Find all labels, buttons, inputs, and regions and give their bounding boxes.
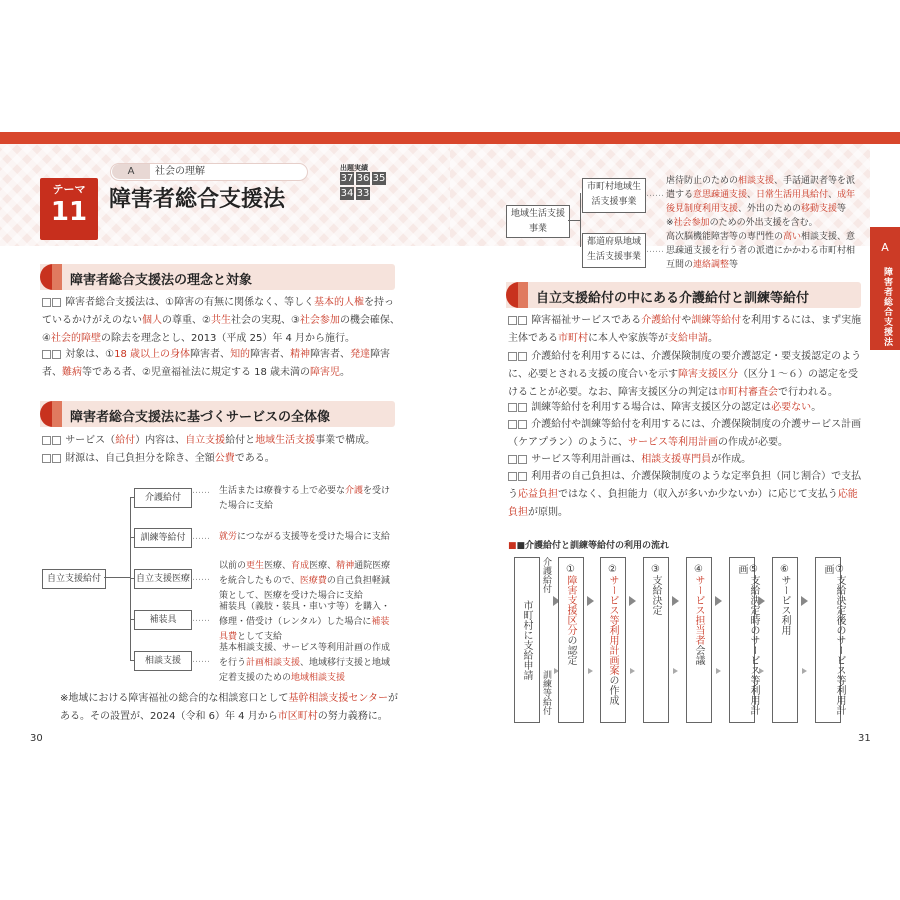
- section2-p1: サービス（給付）内容は、自立支援給付と地域生活支援事業で構成。: [42, 432, 400, 450]
- section2-p2: 財源は、自己負担分を除き、全額公費である。: [42, 450, 400, 468]
- connector: [104, 577, 130, 578]
- section1-p2: 対象は、①18 歳以上の身体障害者、知的障害者、精神障害者、発達障害者、難病等である者、②児童福祉法に規定する 18 歳未満の障害児。: [42, 349, 391, 378]
- freq-badge: 36: [356, 173, 370, 184]
- checkbox-icon[interactable]: [42, 350, 51, 359]
- flow-step: ④サービス担当者会議: [686, 557, 712, 723]
- checkbox-icon[interactable]: [42, 298, 51, 307]
- diagram-node: 市町村地域生活支援事業: [582, 178, 646, 213]
- theme-label: テーマ: [52, 183, 86, 196]
- connector: [580, 193, 581, 247]
- diagram-desc: 虐待防止のための相談支援、手話通訳者等を派遣する意思疎通支援、日常生活用具給付、成年後見制度利用支援、外出のための移動支援等 ※社会参加のための外出支援を含む。: [666, 176, 856, 228]
- freq-label: 出題実績: [340, 164, 368, 172]
- arrow-icon: [629, 596, 636, 606]
- section3-item: 障害福祉サービスである介護給付や訓練等給付を利用するには、まず実施主体である市町村に本人や家族等が支給申請。: [508, 315, 862, 344]
- section-heading: [40, 401, 395, 427]
- note: ※地域における障害福祉の総合的な相談窓口として基幹相談支援センターがある。その設置が、2024（令和 6）年 4 月から市区町村の努力義務に。: [60, 693, 398, 722]
- section3-item: 訓練等給付を利用する場合は、障害支援区分の認定は必要ない。: [508, 399, 864, 417]
- arrow-icon: [672, 596, 679, 606]
- diagram-node: 訓練等給付: [134, 528, 192, 548]
- freq-badge: 35: [372, 173, 386, 184]
- theme-number: 11: [50, 197, 88, 227]
- freq-badge: 34: [340, 188, 354, 199]
- connector: [130, 497, 131, 661]
- checkbox-icon[interactable]: [518, 352, 527, 361]
- page-number: 31: [858, 733, 871, 744]
- checkbox-icon[interactable]: [52, 350, 61, 359]
- arrow-icon: [630, 668, 635, 674]
- checkbox-icon[interactable]: [518, 316, 527, 325]
- flow-start: 市町村に支給申請: [514, 557, 540, 723]
- arrow-icon: [715, 596, 722, 606]
- diagram-desc: 就労につながる支援等を受けた場合に支給: [219, 532, 390, 542]
- checkbox-icon[interactable]: [518, 455, 527, 464]
- flow-branch-top: 介護給付: [541, 557, 551, 593]
- diagram-desc: 高次脳機能障害等の専門性の高い相談支援、意思疎通支援を行う者の派遣にかかわる市町村相互間の連絡調整等: [666, 232, 856, 270]
- section-heading-text: 障害者総合支援法の理念と対象: [70, 273, 253, 288]
- diagram-node: 相談支援: [134, 651, 192, 671]
- checkbox-icon[interactable]: [52, 454, 61, 463]
- checkbox-icon[interactable]: [508, 420, 517, 429]
- diagram-root: 自立支援給付: [42, 569, 106, 589]
- section1-p1: 障害者総合支援法は、①障害の有無に関係なく、等しく基本的人権を持っているかけがえのない個人の尊重、②共生社会の実現、③社会参加の機会確保、④社会的障壁の除去を理念とし、2013（平成 25）年 4 月から施行。: [42, 297, 400, 344]
- arrow-icon: [801, 596, 808, 606]
- checkbox-icon[interactable]: [52, 298, 61, 307]
- diagram-node: 都道府県地域生活支援事業: [582, 233, 646, 268]
- arrow-icon: [588, 668, 593, 674]
- checkbox-icon[interactable]: [508, 472, 517, 481]
- arrow-icon: [759, 668, 764, 674]
- section3-item: 介護給付を利用するには、介護保険制度の要介護認定・要支援認定のように、必要とされる支援の度合いを示す障害支援区分（区分１～６）の認定を受けることが必要。なお、障害支援区分の判定は市町村審査会で行われる。: [508, 351, 862, 398]
- arrow-icon: [716, 668, 721, 674]
- connector: [568, 220, 580, 221]
- arrow-icon: [587, 596, 594, 606]
- section-heading: [40, 264, 395, 290]
- side-tab[interactable]: [870, 227, 900, 350]
- page-number: 30: [30, 733, 43, 744]
- diagram-node: 介護給付: [134, 488, 192, 508]
- checkbox-icon[interactable]: [508, 316, 517, 325]
- checkbox-icon[interactable]: [508, 455, 517, 464]
- section3-item: 介護給付や訓練等給付を利用するには、介護保険制度の介護サービス計画（ケアプラン）のように、サービス等利用計画の作成が必要。: [508, 419, 862, 448]
- diagram-desc: 生活または療養する上で必要な介護を受けた場合に支給: [219, 486, 391, 511]
- checkbox-icon[interactable]: [42, 454, 51, 463]
- checkbox-icon[interactable]: [42, 436, 51, 445]
- arrow-icon: [758, 596, 765, 606]
- checkbox-icon[interactable]: [518, 420, 527, 429]
- section3-item: 利用者の自己負担は、介護保険制度のような定率負担（同じ割合）で支払う応益負担ではなく、負担能力（収入が多いか少ないか）に応じて支払う応能負担が原則。: [508, 471, 862, 518]
- flow-step: ②サービス等利用計画案の作成: [600, 557, 626, 723]
- diagram-desc: 以前の更生医療、育成医療、精神通院医療を統合したもので、医療費の自己負担軽減策として、医療を受けた場合に支給: [219, 561, 391, 601]
- flow-branch-bottom: 訓練等給付: [541, 670, 551, 715]
- category-label: 社会の理解: [155, 166, 205, 177]
- theme-badge: [40, 178, 98, 240]
- diagram-root: 地域生活支援事業: [506, 205, 570, 238]
- diagram-node: 自立支援医療: [134, 569, 192, 589]
- checkbox-icon[interactable]: [518, 403, 527, 412]
- page-title: 障害者総合支援法: [109, 187, 286, 212]
- flow-step: ⑥サービス利用: [772, 557, 798, 723]
- diagram-node: 補装具: [134, 610, 192, 630]
- flow-step: ⑦支給決定後のサービス等利用計画: [815, 557, 841, 723]
- flow-step: ⑤支給決定時のサービス等利用計画: [729, 557, 755, 723]
- freq-badge: 33: [356, 188, 370, 199]
- checkbox-icon[interactable]: [508, 352, 517, 361]
- flow-step: ③支給決定: [643, 557, 669, 723]
- freq-badge: 37: [340, 173, 354, 184]
- diagram-desc: 基本相談支援、サービス等利用計画の作成を行う計画相談支援、地域移行支援と地域定着支援のための地域相談支援: [219, 643, 391, 683]
- section-heading: [506, 282, 861, 308]
- header-band: [0, 132, 900, 144]
- side-tab-label: 障害者総合支援法: [882, 267, 892, 347]
- checkbox-icon[interactable]: [518, 472, 527, 481]
- section-heading-text: 障害者総合支援法に基づくサービスの全体像: [70, 410, 331, 425]
- checkbox-icon[interactable]: [508, 403, 517, 412]
- side-tab-letter: A: [881, 241, 889, 254]
- diagram-desc: 補装具（義肢・装具・車いす等）を購入・修理・借受け（レンタル）した場合に補装具費として支給: [219, 602, 391, 642]
- arrow-icon: [673, 668, 678, 674]
- flow-step: ①障害支援区分の認定: [558, 557, 584, 723]
- section-heading-text: 自立支援給付の中にある介護給付と訓練等給付: [536, 291, 810, 306]
- arrow-icon: [802, 668, 807, 674]
- section3-item: サービス等利用計画は、相談支援専門員が作成。: [508, 451, 864, 469]
- checkbox-icon[interactable]: [52, 436, 61, 445]
- flow-title: ■■介護給付と訓練等給付の利用の流れ: [508, 541, 670, 551]
- category-letter: A: [112, 164, 150, 179]
